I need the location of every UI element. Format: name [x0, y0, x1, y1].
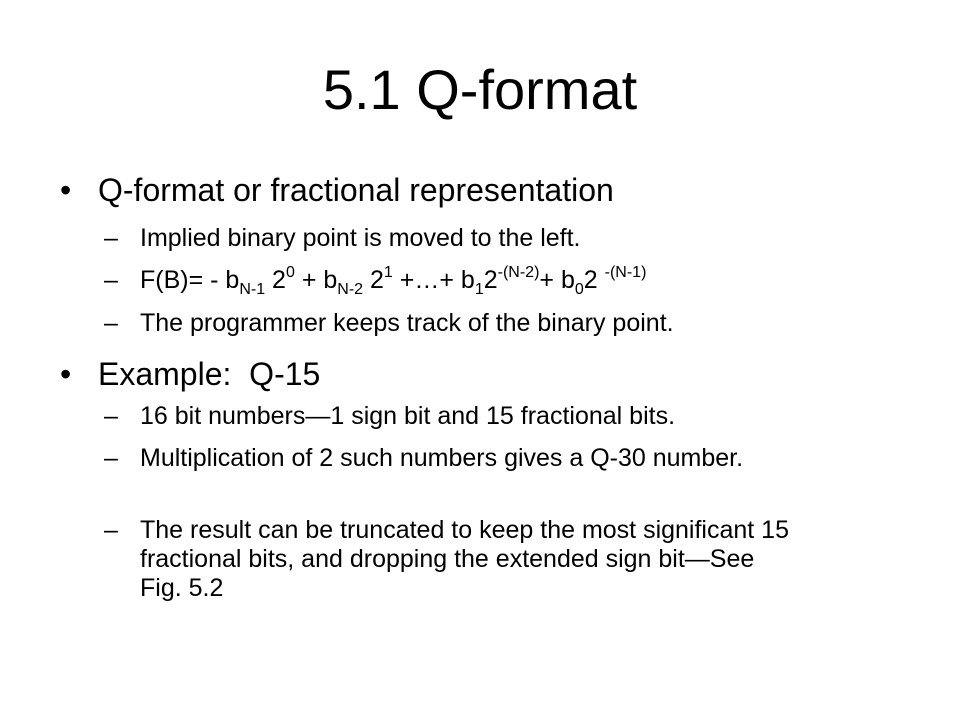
bullet-icon: • [60, 356, 72, 392]
bullet-icon: • [60, 172, 72, 208]
formula: $F(B)= - b_{N-1}$ $2^0 + b_{N-2}$ $2^1$ +…+ $b_12^{-(N-2)}+ b_02$ $^{-(N-1)}$ [140, 264, 647, 298]
sub-item-text: 16 bit numbers—1 sign bit and 15 fractional bits. [140, 402, 676, 430]
dash-icon: – [104, 444, 118, 472]
dash-icon: – [104, 266, 118, 294]
bullet-text: Q-format or fractional representation [98, 172, 614, 208]
dash-icon: – [104, 516, 118, 544]
bullet-text: Example: Q-15 [98, 356, 321, 392]
sub-item-text: The programmer keeps track of the binary point. [140, 309, 674, 337]
sub-item-text: The result can be truncated to keep the most significant 15 fractional bits, and dropping the extended sign bit—See Fig. 5.2 [140, 516, 789, 602]
slide-title: 5.1 Q-format [322, 58, 638, 121]
sub-item-text: Multiplication of 2 such numbers gives a Q-30 number. [140, 444, 744, 472]
dash-icon: – [104, 309, 118, 337]
dash-icon: – [104, 224, 118, 252]
sub-item-text: Implied binary point is moved to the left. [140, 224, 581, 252]
dash-icon: – [104, 402, 118, 430]
